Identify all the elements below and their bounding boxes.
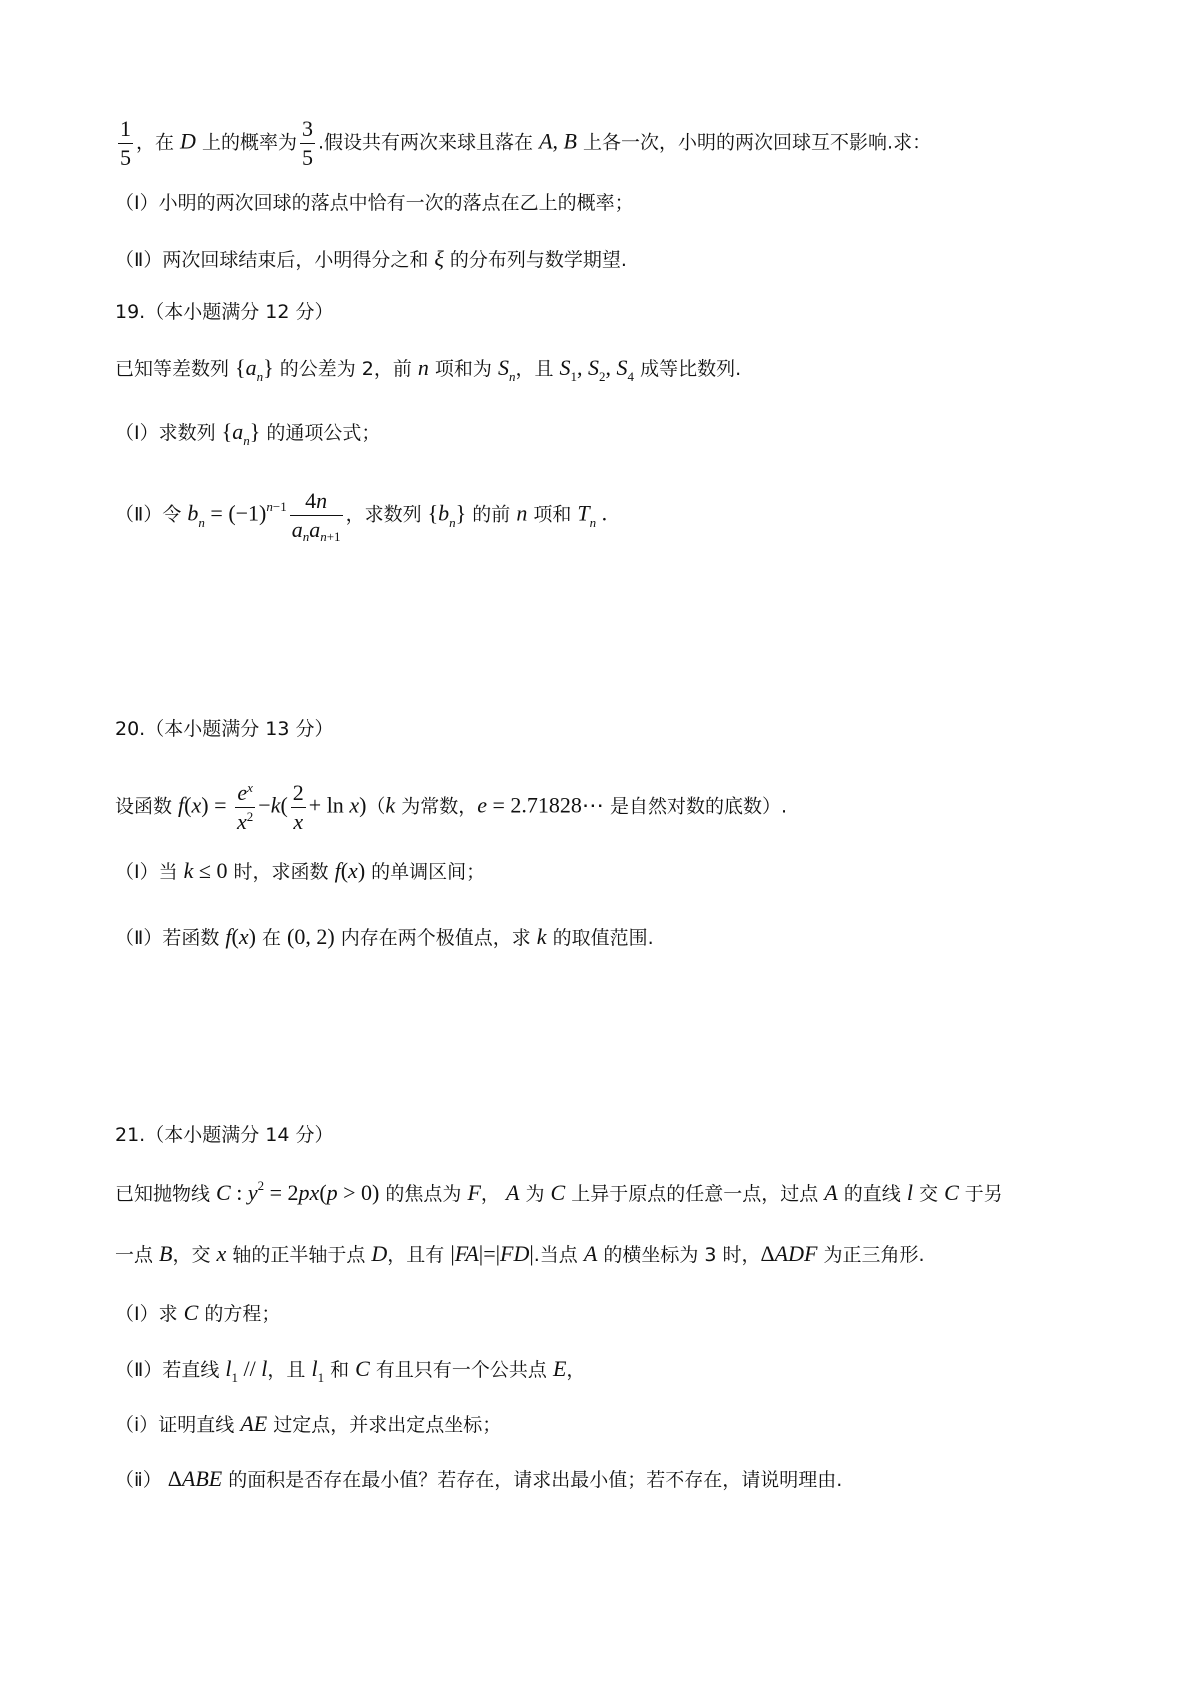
q19-stem: 已知等差数列 $\{a_n\}$ 的公差为 2，前 n 项和为 $S_n$，且 $S_1$, $S_2$, $S_4$ 成等比数列. (115, 355, 742, 384)
q21-stem-line2: 一点 B，交 x 轴的正半轴于点 D，且有 |FA|=|FD|.当点 A 的横坐标为 3 时，ΔADF 为正三角形. (115, 1241, 925, 1266)
q21-header: 21.（本小题满分 14 分） (115, 1124, 334, 1146)
q18-part1: （Ⅰ）小明的两次回球的落点中恰有一次的落点在乙上的概率； (115, 192, 634, 214)
q19-header: 19.（本小题满分 12 分） (115, 301, 334, 323)
q19-part2: （Ⅱ）令 $b_n = (-1)^{n-1}$ $\frac{4n}{\text{anan+1}}$ ，求数列 $\{b_n\}$ 的前 n 项和 $T_n$ . (115, 488, 608, 544)
q20-part2: （Ⅱ）若函数 f(x) 在 (0, 2) 内存在两个极值点，求 k 的取值范围. (115, 924, 654, 949)
q21-part1: （Ⅰ）求 C 的方程； (115, 1300, 281, 1325)
fraction-ex-over-x2: $\frac{e^x}{x^2}$ (237, 780, 254, 834)
q21-part2: （Ⅱ）若直线 $l_1$ // l，且 $l_1$ 和 C 有且只有一个公共点 E， (115, 1356, 586, 1385)
q21-stem-line1: 已知抛物线 C : $y^2 = 2px(p > 0)$ 的焦点为 F， A 为 C 上异于原点的任意一点，过点 A 的直线 l 交 C 于另 (115, 1178, 1003, 1205)
fraction-one-fifth: $\frac{1}{5}$ (120, 116, 131, 170)
q20-stem: 设函数 f(x) = $\frac{e^x}{x^2}$ −k( $\frac{2}{x}$ + ln x)（k 为常数，e = 2.71828⋯ 是自然对数的底数）. (115, 780, 788, 834)
q19-part1: （Ⅰ）求数列 $\{a_n\}$ 的通项公式； (115, 419, 381, 448)
q18-part2: （Ⅱ）两次回球结束后，小明得分之和 ξ 的分布列与数学期望. (115, 246, 627, 271)
q21-part2-i: （ⅰ）证明直线 AE 过定点，并求出定点坐标； (115, 1411, 502, 1436)
q18-intro-line: $\frac{1}{5}$ ，在 D 上的概率为 $\frac{3}{5}$ .假设共有两次来球且落在 A, B 上各一次，小明的两次回球互不影响.求： (120, 116, 932, 170)
q20-part1: （Ⅰ）当 k ≤ 0 时，求函数 f(x) 的单调区间； (115, 858, 486, 883)
fraction-three-fifths: $\frac{3}{5}$ (301, 116, 313, 170)
fraction-2-over-x: $\frac{2}{x}$ (292, 780, 304, 834)
q21-part2-ii: （ⅱ） ΔABE 的面积是否存在最小值？若存在，请求出最小值；若不存在，请说明理由. (115, 1466, 843, 1491)
q20-header: 20.（本小题满分 13 分） (115, 718, 334, 740)
fraction-4n-over-anan1: $\frac{4n}{\text{anan+1}}$ (291, 488, 341, 544)
